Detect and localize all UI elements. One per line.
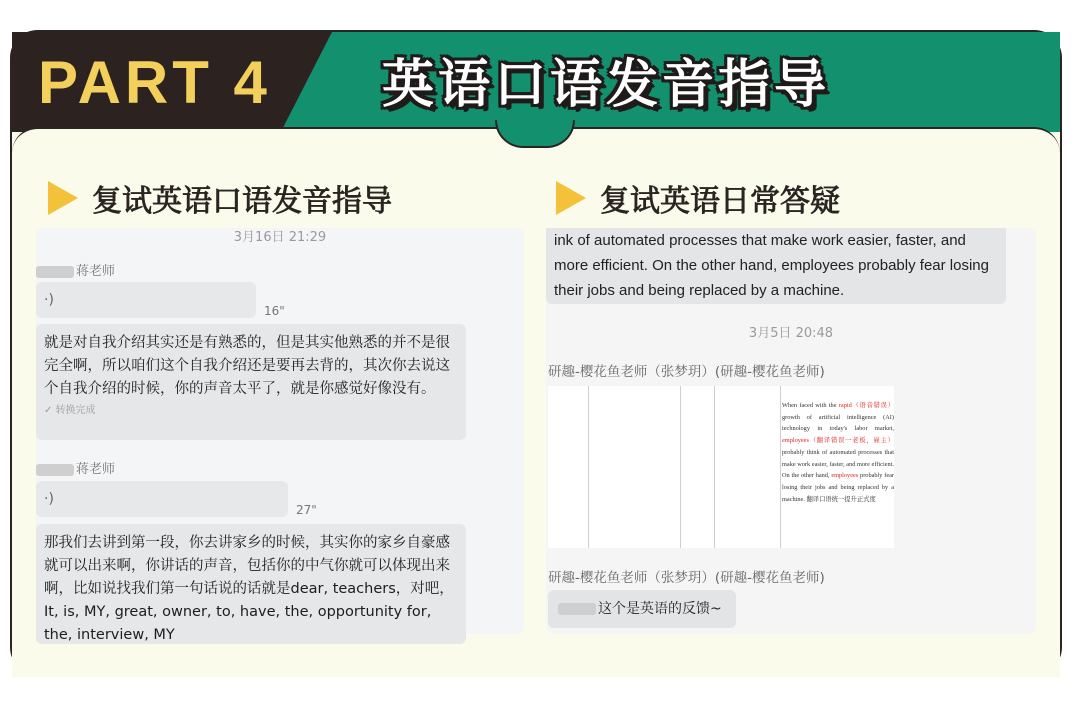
- chat-timestamp: 3月5日 20:48: [748, 326, 834, 341]
- convert-status: ✓ 转换完成: [44, 405, 96, 416]
- voice-duration: 16": [264, 304, 285, 318]
- feedback-bubble: 这个是英语的反馈~: [548, 590, 736, 628]
- page-title: 英语口语发音指导: [382, 55, 831, 115]
- arrow-icon: [48, 181, 78, 215]
- message-sender: 研趣-樱花鱼老师（张梦玥）(研趣-樱花鱼老师): [548, 570, 825, 586]
- document-text: When faced with the rapid（语音错误） growth of artificial intelligence (AI) technology in today's labor market, employees（翻译错误一老板，雇主） probably think of automated processes that make work easier, faster, and more efficient. On the other hand, employees probably fear losing their jobs and being replaced by a machine. 翻译口语统一提升正式度: [782, 402, 895, 503]
- transcript-bubble: [36, 524, 466, 644]
- right-chat-screenshot: [546, 228, 1036, 634]
- message-sender: 蒋老师: [36, 458, 115, 477]
- transcript-text: 就是对自我介绍其实还是有熟悉的，但是其实他熟悉的并不是很完全啊，所以咱们这个自我介绍还是要再去背的，其次你去说这个自我介绍的时候，你的声音太平了，就是你感觉好像没有。: [44, 335, 450, 397]
- chat-timestamp: 3月16日 21:29: [233, 230, 327, 245]
- blurred-name: [36, 464, 74, 476]
- left-section-title: [48, 178, 392, 218]
- correction-document-image[interactable]: [548, 386, 894, 548]
- transcript-bubble: [36, 324, 466, 440]
- transcript-text: 那我们去讲到第一段，你去讲家乡的时候，其实你的家乡自豪感就可以出来啊，你讲话的声音，包括你的中气你就可以体现出来啊，比如说找我们第一句话说的话就是dear, teachers，对吧，It, is, MY, great, owner, to, have, the, opportunity for, the, interview, MY: [44, 535, 454, 643]
- voice-icon: ·): [44, 491, 54, 507]
- left-chat-screenshot: [36, 228, 524, 643]
- left-section-label: 复试英语口语发音指导: [92, 184, 392, 219]
- arrow-icon: [556, 181, 586, 215]
- right-section-title: [556, 178, 840, 218]
- part-label: PART 4: [38, 49, 271, 116]
- voice-message[interactable]: [36, 282, 256, 318]
- message-sender: 蒋老师: [36, 260, 115, 279]
- blurred-name: [36, 266, 74, 278]
- english-text-bubble: ink of automated processes that make work easier, faster, and more efficient. On the other hand, employees probably fear losing their jobs and being replaced by a machine.: [546, 228, 1006, 304]
- message-sender: 研趣-樱花鱼老师（张梦玥）(研趣-樱花鱼老师): [548, 364, 825, 380]
- voice-message[interactable]: [36, 481, 288, 517]
- blurred-name: [558, 603, 596, 615]
- right-section-label: 复试英语日常答疑: [600, 184, 840, 219]
- voice-icon: ·): [44, 292, 54, 308]
- voice-duration: 27": [296, 503, 317, 517]
